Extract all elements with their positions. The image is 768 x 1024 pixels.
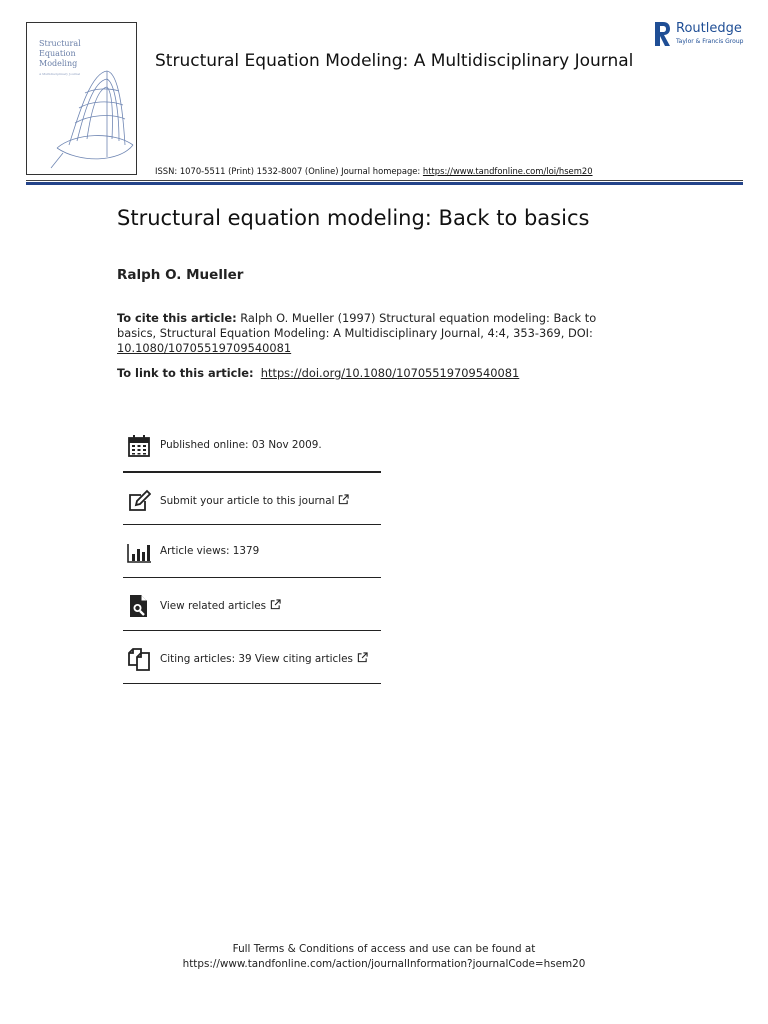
citation-line-1	[117, 311, 596, 326]
issn-text: ISSN: 1070-5511 (Print) 1532-8007 (Online) Journal homepage:	[155, 166, 423, 176]
footer-terms-text: Full Terms & Conditions of access and use can be found at	[232, 943, 536, 955]
article-title: Structural equation modeling: Back to basics	[117, 206, 590, 230]
row-divider	[123, 683, 381, 684]
copy-documents-icon	[127, 647, 151, 671]
cite-label: To cite this article:	[117, 311, 237, 325]
citation-line-3	[117, 341, 291, 356]
article-link-line	[117, 366, 519, 381]
search-document-icon	[127, 594, 151, 618]
related-articles-row[interactable]	[123, 578, 381, 630]
citing-articles-label[interactable]	[160, 652, 368, 665]
external-link-icon	[270, 599, 281, 610]
citation-doi-link[interactable]: 10.1080/10705519709540081	[117, 341, 292, 355]
article-views-row	[123, 524, 381, 576]
footer-terms-url[interactable]: https://www.tandfonline.com/action/journalInformation?journalCode=hsem20	[182, 958, 586, 970]
edit-icon	[127, 489, 151, 513]
citing-articles-row[interactable]	[123, 631, 381, 683]
cover-title-line: Equation	[39, 49, 76, 58]
published-online-row	[123, 418, 381, 470]
citation-line-2: basics, Structural Equation Modeling: A Multidisciplinary Journal, 4:4, 353-369, DOI:	[117, 326, 593, 340]
related-articles-text: View related articles	[160, 600, 267, 612]
cover-subtitle: A Multidisciplinary Journal	[39, 72, 81, 76]
journal-cover-image	[26, 22, 137, 175]
publisher-group: Taylor & Francis Group	[676, 38, 744, 45]
issn-line	[155, 166, 593, 176]
related-articles-label[interactable]	[160, 599, 281, 612]
external-link-icon	[357, 652, 368, 663]
author-name: Ralph O. Mueller	[117, 267, 244, 283]
article-doi-link[interactable]: https://doi.org/10.1080/10705519709540081	[260, 366, 520, 380]
citing-articles-text: Citing articles: 39 View citing articles	[160, 653, 353, 665]
submit-article-row[interactable]	[123, 473, 381, 525]
cover-title-line: Modeling	[39, 59, 78, 68]
publisher-logo[interactable]	[653, 20, 748, 50]
routledge-r-icon	[653, 20, 673, 48]
bar-chart-icon	[127, 540, 151, 564]
cover-title-line: Structural	[39, 39, 81, 48]
journal-title: Structural Equation Modeling: A Multidisciplinary Journal	[155, 51, 634, 71]
published-online-label: Published online: 03 Nov 2009.	[160, 439, 322, 451]
article-views-label: Article views: 1379	[160, 545, 260, 557]
journal-homepage-link[interactable]: https://www.tandfonline.com/loi/hsem20	[422, 166, 593, 176]
header-rule	[26, 180, 743, 181]
external-link-icon	[338, 494, 349, 505]
publisher-name: Routledge	[676, 21, 742, 36]
calendar-icon	[127, 434, 151, 458]
citation-text: Ralph O. Mueller (1997) Structural equation modeling: Back to	[240, 311, 597, 325]
header-rule-blue	[26, 182, 743, 185]
submit-article-text: Submit your article to this journal	[160, 495, 335, 507]
cover-surface-graphic	[49, 53, 135, 173]
link-label: To link to this article:	[117, 366, 254, 380]
submit-article-label[interactable]	[160, 494, 349, 507]
